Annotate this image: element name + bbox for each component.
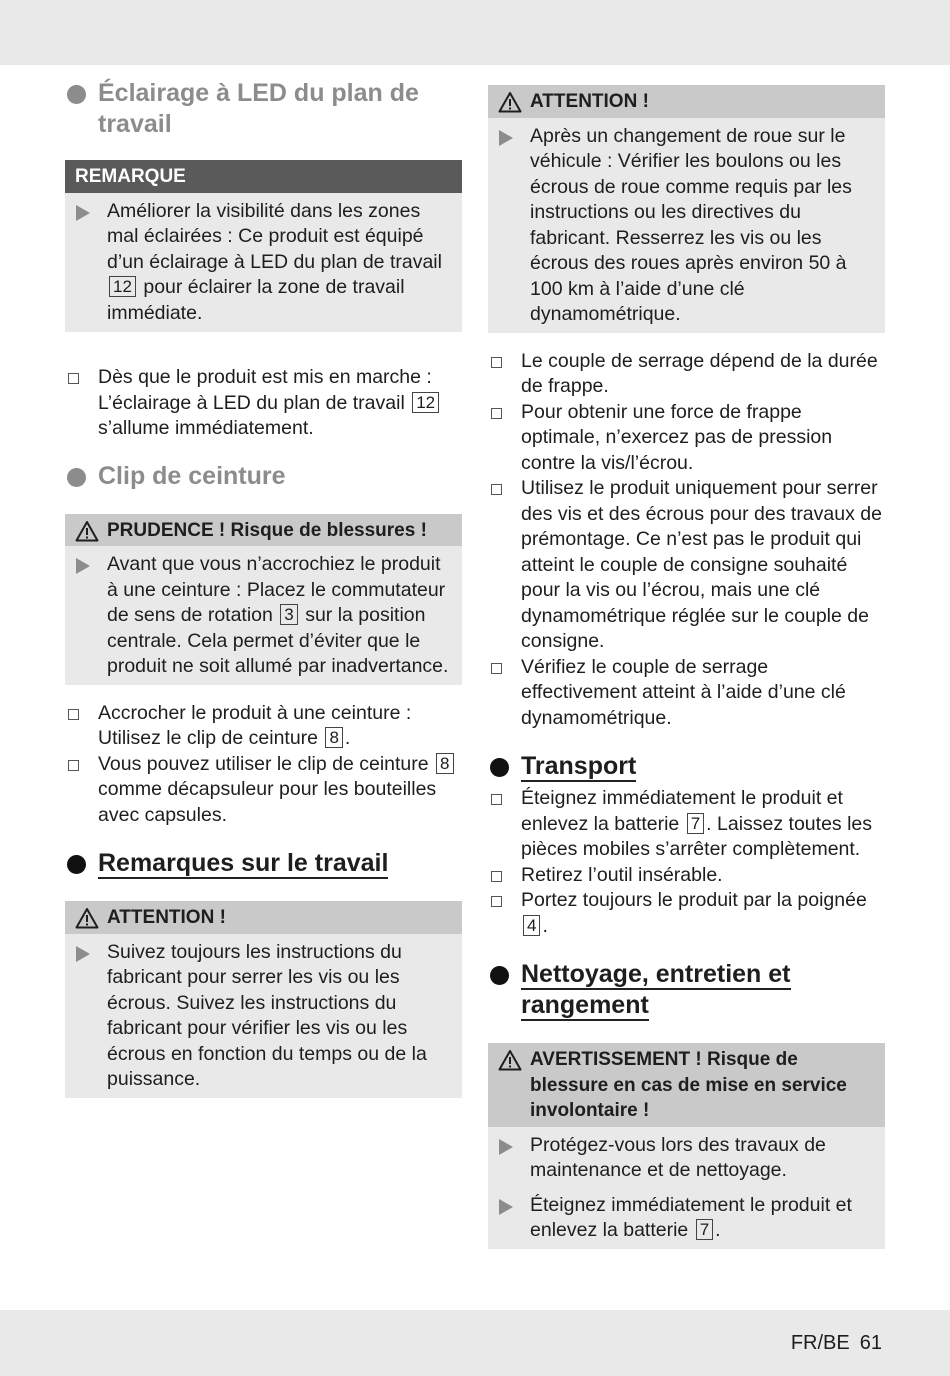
list-item: Vérifiez le couple de serrage effectivement atteint à l’aide d’une clé dynamométrique. <box>488 655 885 732</box>
warning-triangle-icon <box>498 91 522 113</box>
section-heading-transport <box>488 751 885 782</box>
prudence-box <box>65 514 462 685</box>
avertissement-header: AVERTISSEMENT ! Risque de blessure en cas de mise en service involontaire ! <box>488 1043 885 1127</box>
section-heading-led-lighting <box>65 78 462 140</box>
list-item: Vous pouvez utiliser le clip de ceinture 8 comme décapsuleur pour les bouteilles avec capsules. <box>65 752 462 829</box>
section-heading-belt-clip <box>65 461 462 492</box>
part-reference: 4 <box>523 915 540 936</box>
arrow-right-icon <box>76 558 90 574</box>
arrow-right-icon <box>76 205 90 221</box>
part-reference: 7 <box>696 1219 713 1240</box>
attention-box-left <box>65 901 462 1098</box>
warning-triangle-icon <box>75 907 99 929</box>
list-item: Éteignez immédiatement le produit et enlevez la batterie 7 . Laissez toutes les pièces mobiles s’arrêter complètement. <box>488 786 885 863</box>
warning-triangle-icon <box>75 520 99 542</box>
section-title: Remarques sur le travail <box>98 849 389 877</box>
remarque-header: REMARQUE <box>65 160 462 193</box>
checkbox-square-icon <box>491 896 502 907</box>
list-item: Dès que le produit est mis en marche : L’éclairage à LED du plan de travail 12 s’allume immédiatement. <box>65 365 462 442</box>
part-reference: 12 <box>412 392 439 413</box>
remarque-item: Améliorer la visibilité dans les zones mal éclairées : Ce produit est équipé d’un éclairage à LED du plan de travail 12 pour éclairer la zone de travail immédiate. <box>75 199 450 327</box>
part-reference: 12 <box>109 276 136 297</box>
bullet-dot-icon <box>490 758 509 777</box>
attention-box-right <box>488 85 885 333</box>
bullet-dot-icon <box>490 966 509 985</box>
part-reference: 3 <box>280 604 297 625</box>
page-number: 61 <box>859 1332 882 1354</box>
footer-language: FR/BE <box>790 1332 850 1354</box>
section-title: Clip de ceinture <box>98 461 286 490</box>
section-title-line2: rangement <box>521 991 649 1019</box>
avertissement-item: Protégez-vous lors des travaux de maintenance et de nettoyage. <box>498 1133 873 1184</box>
list-item: Pour obtenir une force de frappe optimale, n’exercez pas de pression contre la vis/l’écrou. <box>488 400 885 477</box>
arrow-right-icon <box>499 1199 513 1215</box>
checkbox-square-icon <box>68 760 79 771</box>
avertissement-box <box>488 1043 885 1249</box>
checkbox-square-icon <box>491 663 502 674</box>
bullet-dot-icon <box>67 855 86 874</box>
prudence-header: PRUDENCE ! Risque de blessures ! <box>65 514 462 547</box>
list-item: Portez toujours le produit par la poignée 4 . <box>488 888 885 939</box>
section-title-line1: Éclairage à LED du plan de <box>98 79 419 107</box>
attention-item: Suivez toujours les instructions du fabricant pour serrer les vis ou les écrous. Suivez les instructions du fabricant pour vérifier les vis ou les écrous en fonction du temps ou de la puissance. <box>75 940 450 1093</box>
belt-clip-list <box>65 701 462 829</box>
part-reference: 7 <box>687 813 704 834</box>
section-heading-work-notes <box>65 848 462 879</box>
part-reference: 8 <box>436 753 453 774</box>
prudence-item: Avant que vous n’accrochiez le produit à une ceinture : Placez le commutateur de sens de rotation 3 sur la position centrale. Cela permet d’éviter que le produit ne soit allumé par inadvertance. <box>75 552 450 680</box>
section-title-line1: Nettoyage, entretien et <box>521 960 791 988</box>
section-title: Transport <box>521 752 637 780</box>
checkbox-square-icon <box>68 709 79 720</box>
arrow-right-icon <box>499 130 513 146</box>
attention-header: ATTENTION ! <box>488 85 885 118</box>
part-reference: 8 <box>325 727 342 748</box>
warning-triangle-icon <box>498 1049 522 1071</box>
avertissement-item: Éteignez immédiatement le produit et enlevez la batterie 7 . <box>498 1193 873 1244</box>
attention-header: ATTENTION ! <box>65 901 462 934</box>
checkbox-square-icon <box>491 484 502 495</box>
checkbox-square-icon <box>491 408 502 419</box>
torque-notes-list <box>488 349 885 732</box>
bullet-dot-icon <box>67 85 86 104</box>
arrow-right-icon <box>499 1139 513 1155</box>
section-title-line2: travail <box>98 110 172 138</box>
checkbox-square-icon <box>68 373 79 384</box>
list-item: Accrocher le produit à une ceinture : Utilisez le clip de ceinture 8 . <box>65 701 462 752</box>
page-footer <box>781 1332 882 1355</box>
checkbox-square-icon <box>491 357 502 368</box>
list-item: Utilisez le produit uniquement pour serrer des vis et des écrous pour des travaux de prémontage. Ce n’est pas le produit qui atteint le couple de consigne souhaité pour la vis ou l’écrou, mais une clé dynamométrique réglée sur le couple de consigne. <box>488 476 885 655</box>
transport-list <box>488 786 885 939</box>
arrow-right-icon <box>76 946 90 962</box>
left-column <box>65 78 462 1098</box>
checkbox-square-icon <box>491 871 502 882</box>
right-column <box>488 85 885 1249</box>
top-margin-band <box>0 0 950 65</box>
remarque-box <box>65 160 462 332</box>
section-heading-cleaning <box>488 959 885 1021</box>
attention-item: Après un changement de roue sur le véhicule : Vérifier les boulons ou les écrous de roue comme requis par les instructions ou les directives du fabricant. Resserrez les vis ou les écrous des roues après environ 50 à 100 km à l’aide d’une clé dynamométrique. <box>498 124 873 328</box>
checkbox-square-icon <box>491 794 502 805</box>
bullet-dot-icon <box>67 468 86 487</box>
led-instructions-list <box>65 365 462 442</box>
list-item: Le couple de serrage dépend de la durée de frappe. <box>488 349 885 400</box>
list-item: Retirez l’outil insérable. <box>488 863 885 889</box>
